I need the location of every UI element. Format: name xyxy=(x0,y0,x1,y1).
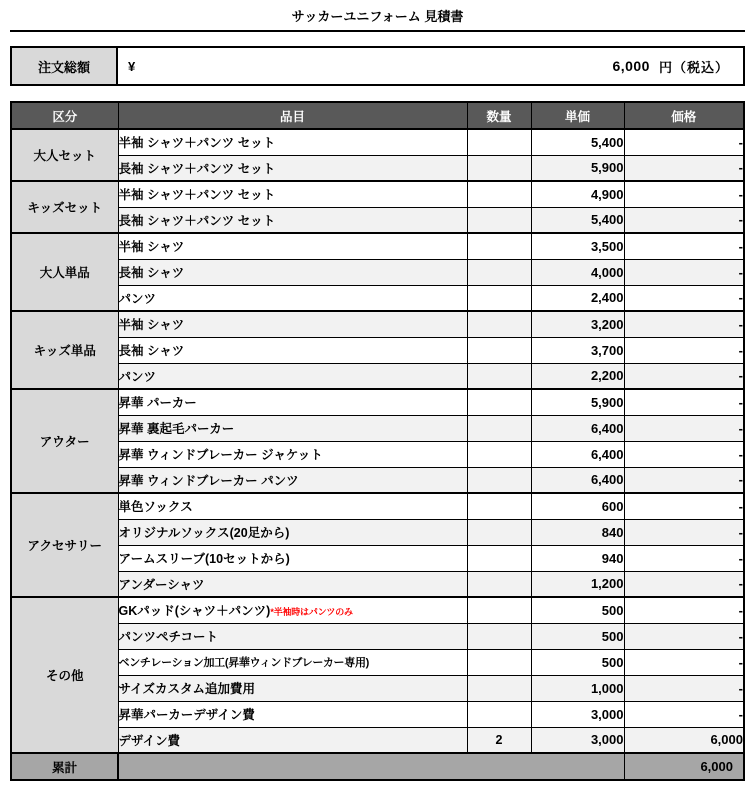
unit-price-cell: 3,000 xyxy=(531,727,624,753)
order-total-box xyxy=(10,46,745,86)
item-label: 長袖 シャツ＋パンツ セット xyxy=(118,213,276,228)
unit-price-cell: 5,900 xyxy=(531,389,624,415)
category-cell: キッズセット xyxy=(12,181,118,233)
quantity-cell[interactable] xyxy=(467,519,531,545)
table-row xyxy=(12,363,743,389)
price-cell: 6,000 xyxy=(624,727,743,753)
item-name-cell xyxy=(118,441,467,467)
quantity-cell[interactable] xyxy=(467,363,531,389)
item-label: 長袖 シャツ xyxy=(118,266,185,280)
table-row xyxy=(12,571,743,597)
unit-price-cell: 1,200 xyxy=(531,571,624,597)
unit-price-cell: 4,900 xyxy=(531,181,624,207)
item-label: 半袖 シャツ＋パンツ セット xyxy=(118,136,276,151)
item-label: パンツ xyxy=(118,291,157,306)
item-name-cell xyxy=(118,545,467,571)
item-name-cell xyxy=(118,285,467,311)
quantity-cell[interactable] xyxy=(467,129,531,155)
unit-price-cell: 600 xyxy=(531,493,624,519)
quantity-cell[interactable] xyxy=(467,181,531,207)
price-cell: - xyxy=(624,519,743,545)
item-name-cell xyxy=(118,623,467,649)
unit-price-cell: 4,000 xyxy=(531,259,624,285)
item-name-cell xyxy=(118,311,467,337)
price-cell: - xyxy=(624,493,743,519)
unit-price-cell: 3,000 xyxy=(531,701,624,727)
quantity-cell[interactable] xyxy=(467,701,531,727)
price-cell: - xyxy=(624,571,743,597)
item-label: 半袖 シャツ＋パンツ セット xyxy=(118,188,276,203)
unit-price-cell: 6,400 xyxy=(531,467,624,493)
price-cell: - xyxy=(624,389,743,415)
category-cell: 大人単品 xyxy=(12,233,118,311)
price-cell: - xyxy=(624,545,743,571)
unit-price-cell: 5,400 xyxy=(531,207,624,233)
price-cell: - xyxy=(624,441,743,467)
order-total-value xyxy=(118,48,743,84)
table-body xyxy=(12,129,743,779)
price-cell: - xyxy=(624,311,743,337)
table-row xyxy=(12,155,743,181)
item-label: 半袖 シャツ xyxy=(118,240,185,255)
table-row xyxy=(12,623,743,649)
quantity-cell[interactable] xyxy=(467,571,531,597)
price-cell: - xyxy=(624,675,743,701)
order-total-label: 注文総額 xyxy=(12,48,118,84)
table-row xyxy=(12,493,743,519)
item-name-cell xyxy=(118,597,467,623)
quantity-cell[interactable] xyxy=(467,207,531,233)
category-cell: 大人セット xyxy=(12,129,118,181)
column-header-unit-price: 単価 xyxy=(531,103,624,129)
column-header-category: 区分 xyxy=(12,103,118,129)
table-row xyxy=(12,467,743,493)
price-cell: - xyxy=(624,701,743,727)
header-row xyxy=(12,103,743,129)
quotation-table xyxy=(12,103,743,779)
item-name-cell xyxy=(118,389,467,415)
item-label: 昇華 パーカー xyxy=(118,396,197,411)
item-name-cell xyxy=(118,675,467,701)
unit-price-cell: 5,400 xyxy=(531,129,624,155)
quantity-cell[interactable] xyxy=(467,597,531,623)
item-label: パンツ xyxy=(118,369,157,384)
quantity-cell[interactable] xyxy=(467,233,531,259)
category-cell: アウター xyxy=(12,389,118,493)
quantity-cell[interactable] xyxy=(467,441,531,467)
price-cell: - xyxy=(624,285,743,311)
table-row xyxy=(12,519,743,545)
price-cell: - xyxy=(624,233,743,259)
column-header-price: 価格 xyxy=(624,103,743,129)
item-name-cell xyxy=(118,727,467,753)
document-title-bar xyxy=(0,0,755,30)
grand-total-row xyxy=(12,753,743,779)
quantity-cell[interactable] xyxy=(467,337,531,363)
table-row xyxy=(12,649,743,675)
unit-price-cell: 6,400 xyxy=(531,441,624,467)
table-row xyxy=(12,597,743,623)
title-divider xyxy=(10,30,745,32)
item-label: 長袖 シャツ＋パンツ セット xyxy=(118,161,276,176)
grand-total-label: 累計 xyxy=(12,753,118,779)
item-label: 半袖 シャツ xyxy=(118,318,185,333)
item-name-cell xyxy=(118,337,467,363)
item-label: アンダーシャツ xyxy=(118,577,205,592)
unit-price-cell: 500 xyxy=(531,623,624,649)
item-name-cell xyxy=(118,155,467,181)
order-total-unit: 円（税込） xyxy=(658,59,729,75)
unit-price-cell: 500 xyxy=(531,649,624,675)
item-name-cell xyxy=(118,233,467,259)
quantity-cell[interactable] xyxy=(467,493,531,519)
quantity-cell[interactable]: 2 xyxy=(467,727,531,753)
table-row xyxy=(12,727,743,753)
item-name-cell xyxy=(118,701,467,727)
category-cell: アクセサリー xyxy=(12,493,118,597)
item-name-cell xyxy=(118,493,467,519)
quantity-cell[interactable] xyxy=(467,649,531,675)
item-label: ベンチレーション加工(昇華ウィンドブレーカー専用) xyxy=(118,657,370,669)
item-label: オリジナルソックス(20足から) xyxy=(118,526,290,540)
price-cell: - xyxy=(624,649,743,675)
quantity-cell[interactable] xyxy=(467,285,531,311)
price-cell: - xyxy=(624,623,743,649)
page-title: サッカーユニフォーム 見積書 xyxy=(291,8,464,24)
table-row xyxy=(12,675,743,701)
item-name-cell xyxy=(118,207,467,233)
item-name-cell xyxy=(118,415,467,441)
price-cell: - xyxy=(624,467,743,493)
item-name-cell xyxy=(118,571,467,597)
table-header xyxy=(12,103,743,129)
item-name-cell xyxy=(118,467,467,493)
table-row xyxy=(12,259,743,285)
unit-price-cell: 500 xyxy=(531,597,624,623)
currency-symbol: ¥ xyxy=(128,58,136,74)
table-row xyxy=(12,285,743,311)
item-name-cell xyxy=(118,519,467,545)
quantity-cell[interactable] xyxy=(467,545,531,571)
price-cell: - xyxy=(624,129,743,155)
price-cell: - xyxy=(624,337,743,363)
item-name-cell xyxy=(118,649,467,675)
grand-total-spacer xyxy=(118,753,624,779)
item-note: *半袖時はパンツのみ xyxy=(270,607,353,618)
quantity-cell[interactable] xyxy=(467,467,531,493)
item-label: 単色ソックス xyxy=(118,500,193,515)
price-cell: - xyxy=(624,181,743,207)
quantity-cell[interactable] xyxy=(467,623,531,649)
item-label: サイズカスタム追加費用 xyxy=(118,682,256,696)
price-cell: - xyxy=(624,207,743,233)
item-label: 昇華 ウィンドブレーカー パンツ xyxy=(118,473,299,488)
column-header-item: 品目 xyxy=(118,103,467,129)
quantity-cell[interactable] xyxy=(467,415,531,441)
unit-price-cell: 840 xyxy=(531,519,624,545)
item-name-cell xyxy=(118,259,467,285)
item-label: デザイン費 xyxy=(118,733,181,748)
quantity-cell[interactable] xyxy=(467,675,531,701)
item-name-cell xyxy=(118,363,467,389)
price-cell: - xyxy=(624,597,743,623)
category-cell: キッズ単品 xyxy=(12,311,118,389)
item-label: アームスリーブ(10セットから) xyxy=(118,552,290,566)
unit-price-cell: 2,200 xyxy=(531,363,624,389)
order-total-section xyxy=(10,46,745,86)
item-label: GKパッド(シャツ＋パンツ) xyxy=(118,604,271,619)
table-row xyxy=(12,207,743,233)
item-label: 長袖 シャツ xyxy=(118,344,185,358)
item-name-cell xyxy=(118,181,467,207)
price-cell: - xyxy=(624,155,743,181)
quantity-cell[interactable] xyxy=(467,259,531,285)
unit-price-cell: 3,200 xyxy=(531,311,624,337)
item-name-cell xyxy=(118,129,467,155)
table-row xyxy=(12,129,743,155)
unit-price-cell: 940 xyxy=(531,545,624,571)
price-cell: - xyxy=(624,415,743,441)
unit-price-cell: 3,500 xyxy=(531,233,624,259)
table-row xyxy=(12,701,743,727)
item-label: パンツペチコート xyxy=(118,630,219,644)
grand-total-value: 6,000 xyxy=(624,753,743,779)
category-cell: その他 xyxy=(12,597,118,753)
table-row xyxy=(12,181,743,207)
table-row xyxy=(12,389,743,415)
unit-price-cell: 1,000 xyxy=(531,675,624,701)
unit-price-cell: 3,700 xyxy=(531,337,624,363)
table-row xyxy=(12,337,743,363)
quantity-cell[interactable] xyxy=(467,155,531,181)
price-cell: - xyxy=(624,363,743,389)
table-row xyxy=(12,415,743,441)
quotation-table-container xyxy=(10,101,745,781)
item-label: 昇華 ウィンドブレーカー ジャケット xyxy=(118,448,323,462)
price-cell: - xyxy=(624,259,743,285)
unit-price-cell: 2,400 xyxy=(531,285,624,311)
item-label: 昇華 裏起毛パーカー xyxy=(118,422,235,436)
quantity-cell[interactable] xyxy=(467,311,531,337)
table-row xyxy=(12,311,743,337)
item-label: 昇華パーカーデザイン費 xyxy=(118,708,255,722)
quantity-cell[interactable] xyxy=(467,389,531,415)
table-row xyxy=(12,441,743,467)
order-total-amount: 6,000 xyxy=(612,58,650,74)
unit-price-cell: 5,900 xyxy=(531,155,624,181)
table-row xyxy=(12,545,743,571)
column-header-quantity: 数量 xyxy=(467,103,531,129)
table-row xyxy=(12,233,743,259)
unit-price-cell: 6,400 xyxy=(531,415,624,441)
